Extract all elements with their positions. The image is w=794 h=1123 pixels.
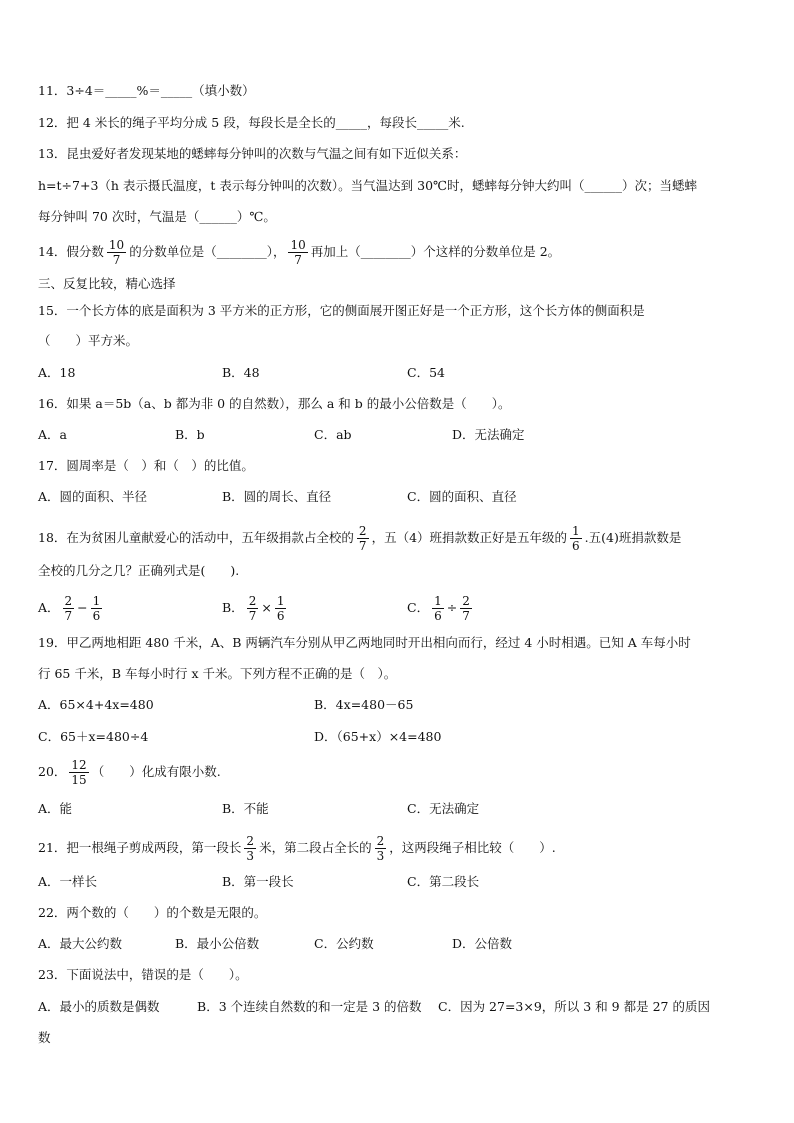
fraction-numerator: 2: [246, 834, 255, 848]
q21-prefix: 21．把一根绳子剪成两段，第一段长: [38, 840, 242, 855]
fraction-denominator: 7: [462, 609, 470, 623]
fraction-denominator: 6: [434, 609, 442, 623]
q14-fraction-1: [107, 238, 126, 267]
q18-fraction-2: [570, 524, 582, 553]
question-13-line3: 每分钟叫 70 次时，气温是（______）℃。: [38, 209, 276, 224]
fraction-denominator: 3: [376, 849, 385, 863]
option-fraction: [460, 594, 472, 623]
option-label: A．: [38, 600, 60, 615]
section-3-title: 三、反复比较，精心选择: [38, 276, 176, 291]
q15-option-c[interactable]: C．54: [407, 365, 445, 380]
question-21: [38, 834, 556, 863]
q21-fraction-1: [244, 834, 256, 863]
operator: −: [77, 600, 88, 615]
q18-mid: ，五（4）班捐款数正好是五年级的: [371, 530, 568, 545]
fraction-numerator: 10: [108, 238, 125, 252]
q15-option-b[interactable]: B．48: [222, 365, 260, 380]
question-11: 11．3÷4＝_____%＝_____（填小数）: [38, 83, 255, 98]
fraction-numerator: 1: [572, 524, 580, 538]
q20-option-c[interactable]: C．无法确定: [407, 801, 480, 816]
question-12: 12．把 4 米长的绳子平均分成 5 段，每段长是全长的_____，每段长_____米.: [38, 115, 465, 130]
q21-mid: 米，第二段占全长的: [259, 840, 372, 855]
q20-prefix: 20．: [38, 764, 67, 779]
fraction-denominator: 6: [92, 609, 101, 623]
option-label: C．: [407, 600, 430, 615]
fraction-denominator: 15: [71, 773, 87, 787]
question-18-line1: [38, 524, 681, 553]
q21-option-b[interactable]: B．第一段长: [222, 874, 294, 889]
fraction-denominator: 7: [248, 609, 257, 623]
q17-option-a[interactable]: A．圆的面积、半径: [38, 489, 148, 504]
q20-option-a[interactable]: A．能: [38, 801, 73, 816]
q20-fraction: [69, 758, 88, 787]
option-label: B．: [222, 600, 244, 615]
q22-option-c[interactable]: C．公约数: [314, 936, 374, 951]
q19-option-a[interactable]: A．65×4+4x=480: [38, 697, 154, 712]
fraction-numerator: 1: [276, 594, 285, 608]
question-19-line2: 行 65 千米，B 车每小时行 x 千米。下列方程不正确的是（ ）。: [38, 666, 397, 681]
fraction-denominator: 3: [246, 849, 255, 863]
question-15-line2: （ ）平方米。: [38, 333, 139, 348]
option-fraction: [63, 594, 75, 623]
fraction-denominator: 7: [294, 253, 302, 267]
question-13-line1: 13．昆虫爱好者发现某地的蟋蟀每分钟叫的次数与气温之间有如下近似关系：: [38, 146, 467, 161]
q18-option-a[interactable]: [38, 594, 105, 623]
question-15-line1: 15．一个长方体的底是面积为 3 平方米的正方形，它的侧面展开图正好是一个正方形，这个长方体的侧面积是: [38, 303, 645, 318]
question-14: [38, 238, 560, 267]
fraction-denominator: 6: [276, 609, 285, 623]
q16-option-c[interactable]: C．ab: [314, 427, 352, 442]
fraction-numerator: 2: [64, 594, 73, 608]
fraction-denominator: 7: [358, 539, 367, 553]
fraction-numerator: 12: [71, 758, 87, 772]
option-fraction: [275, 594, 287, 623]
q16-option-b[interactable]: B．b: [175, 427, 205, 442]
q23-options-line[interactable]: A．最小的质数是偶数 B．3 个连续自然数的和一定是 3 的倍数 C．因为 27=3×9，所以 3 和 9 都是 27 的质因: [38, 999, 710, 1014]
fraction-numerator: 2: [376, 834, 385, 848]
q14-mid: 的分数单位是（________），: [129, 244, 286, 259]
question-17: 17．圆周率是（ ）和（ ）的比值。: [38, 458, 254, 473]
q18-option-c[interactable]: [407, 594, 475, 623]
q18-prefix: 18．在为贫困儿童献爱心的活动中，五年级捐款占全校的: [38, 530, 354, 545]
fraction-numerator: 2: [248, 594, 257, 608]
q21-fraction-2: [375, 834, 387, 863]
q16-option-a[interactable]: A．a: [38, 427, 67, 442]
fraction-numerator: 1: [434, 594, 442, 608]
q22-option-d[interactable]: D．公倍数: [452, 936, 513, 951]
option-fraction: [91, 594, 103, 623]
q19-option-b[interactable]: B．4x=480－65: [314, 697, 414, 712]
q20-option-b[interactable]: B．不能: [222, 801, 269, 816]
q21-option-c[interactable]: C．第二段长: [407, 874, 480, 889]
q18-fraction-1: [357, 524, 369, 553]
fraction-denominator: 7: [64, 609, 73, 623]
question-18-line2: 全校的几分之几？正确列式是( ).: [38, 563, 240, 578]
q18-suffix: .五(4)班捐款数是: [584, 530, 682, 545]
q19-option-c[interactable]: C．65＋x=480÷4: [38, 729, 149, 744]
question-23: 23．下面说法中，错误的是（ ）。: [38, 967, 248, 982]
operator: ÷: [446, 600, 458, 615]
q19-option-d[interactable]: D．（65+x）×4=480: [314, 729, 442, 744]
q18-option-b[interactable]: [222, 594, 289, 623]
q21-option-a[interactable]: A．一样长: [38, 874, 98, 889]
q17-option-b[interactable]: B．圆的周长、直径: [222, 489, 332, 504]
fraction-denominator: 6: [572, 539, 580, 553]
q20-suffix: （ ）化成有限小数.: [91, 764, 221, 779]
q17-option-c[interactable]: C．圆的面积、直径: [407, 489, 517, 504]
q14-suffix: 再加上（________）个这样的分数单位是 2。: [310, 244, 561, 259]
question-16: 16．如果 a＝5b（a、b 都为非 0 的自然数），那么 a 和 b 的最小公倍数是（ ）。: [38, 396, 511, 411]
question-19-line1: 19．甲乙两地相距 480 千米，A、B 两辆汽车分别从甲乙两地同时开出相向而行，经过 4 小时相遇。已知 A 车每小时: [38, 635, 691, 650]
question-20: [38, 758, 221, 787]
q16-option-d[interactable]: D．无法确定: [452, 427, 525, 442]
fraction-denominator: 7: [112, 253, 121, 267]
option-fraction: [247, 594, 259, 623]
q14-fraction-2: [288, 238, 307, 267]
question-13-line2: h=t÷7+3（h 表示摄氏温度，t 表示每分钟叫的次数）。当气温达到 30℃时，蟋蟀每分钟大约叫（______）次；当蟋蟀: [38, 178, 698, 193]
fraction-numerator: 2: [358, 524, 367, 538]
fraction-numerator: 10: [290, 238, 306, 252]
q22-option-b[interactable]: B．最小公倍数: [175, 936, 260, 951]
q21-suffix: ，这两段绳子相比较（ ）.: [389, 840, 556, 855]
q15-option-a[interactable]: A．18: [38, 365, 76, 380]
fraction-numerator: 2: [462, 594, 470, 608]
option-fraction: [432, 594, 444, 623]
question-22: 22．两个数的（ ）的个数是无限的。: [38, 905, 267, 920]
q23-options-wrap: 数: [38, 1030, 51, 1045]
q14-prefix: 14．假分数: [38, 244, 104, 259]
q22-option-a[interactable]: A．最大公约数: [38, 936, 123, 951]
operator: ×: [261, 600, 272, 615]
fraction-numerator: 1: [92, 594, 101, 608]
